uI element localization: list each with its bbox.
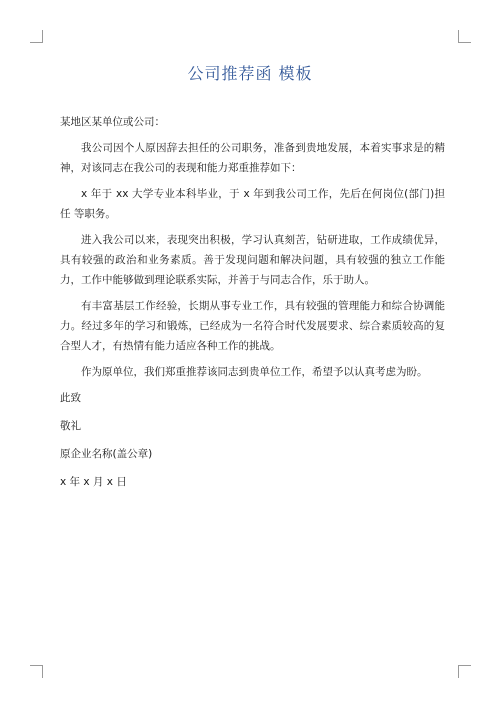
signature-date: x 年 x 月 x 日 [60,476,127,488]
document-title: 公司推荐函 模板 [187,64,313,83]
paragraph-experience: 有丰富基层工作经验，长期从事专业工作，具有较强的管理能力和综合协调能力。经过多年的学习和锻炼，已经成为一名符合时代发展要求、综合素质较高的复合型人才，有热情有能力适应各种工作的挑战。 [60,300,445,352]
greeting: 某地区某单位或公司： [60,116,165,128]
crop-mark-bottom-left [30,665,43,678]
closing-ci-zhi: 此致 [60,392,81,404]
paragraph-intro: 我公司因个人原因辞去担任的公司职务，准备到贵地发展，本着实事求是的精神，对该同志在我公司的表现和能力郑重推荐如下： [60,142,445,174]
crop-mark-top-right [458,30,471,43]
crop-mark-bottom-right [458,665,471,678]
paragraph-performance: 进入我公司以来，表现突出积极，学习认真刻苦，钻研进取，工作成绩优异，具有较强的政治和业务素质。善于发现问题和解决问题，具有较强的独立工作能力，工作中能够做到理论联系实际，并善于与同志合作，乐于助人。 [60,234,445,286]
document-body [60,112,445,500]
signature-company: 原企业名称(盖公章) [60,448,153,460]
closing-jing-li: 敬礼 [60,420,81,432]
crop-mark-top-left [30,30,43,43]
paragraph-recommendation: 作为原单位，我们郑重推荐该同志到贵单位工作，希望予以认真考虑为盼。 [81,366,428,378]
paragraph-education: x 年于 xx 大学专业本科毕业，于 x 年到我公司工作，先后在何岗位(部门)担任 等职务。 [60,188,445,220]
